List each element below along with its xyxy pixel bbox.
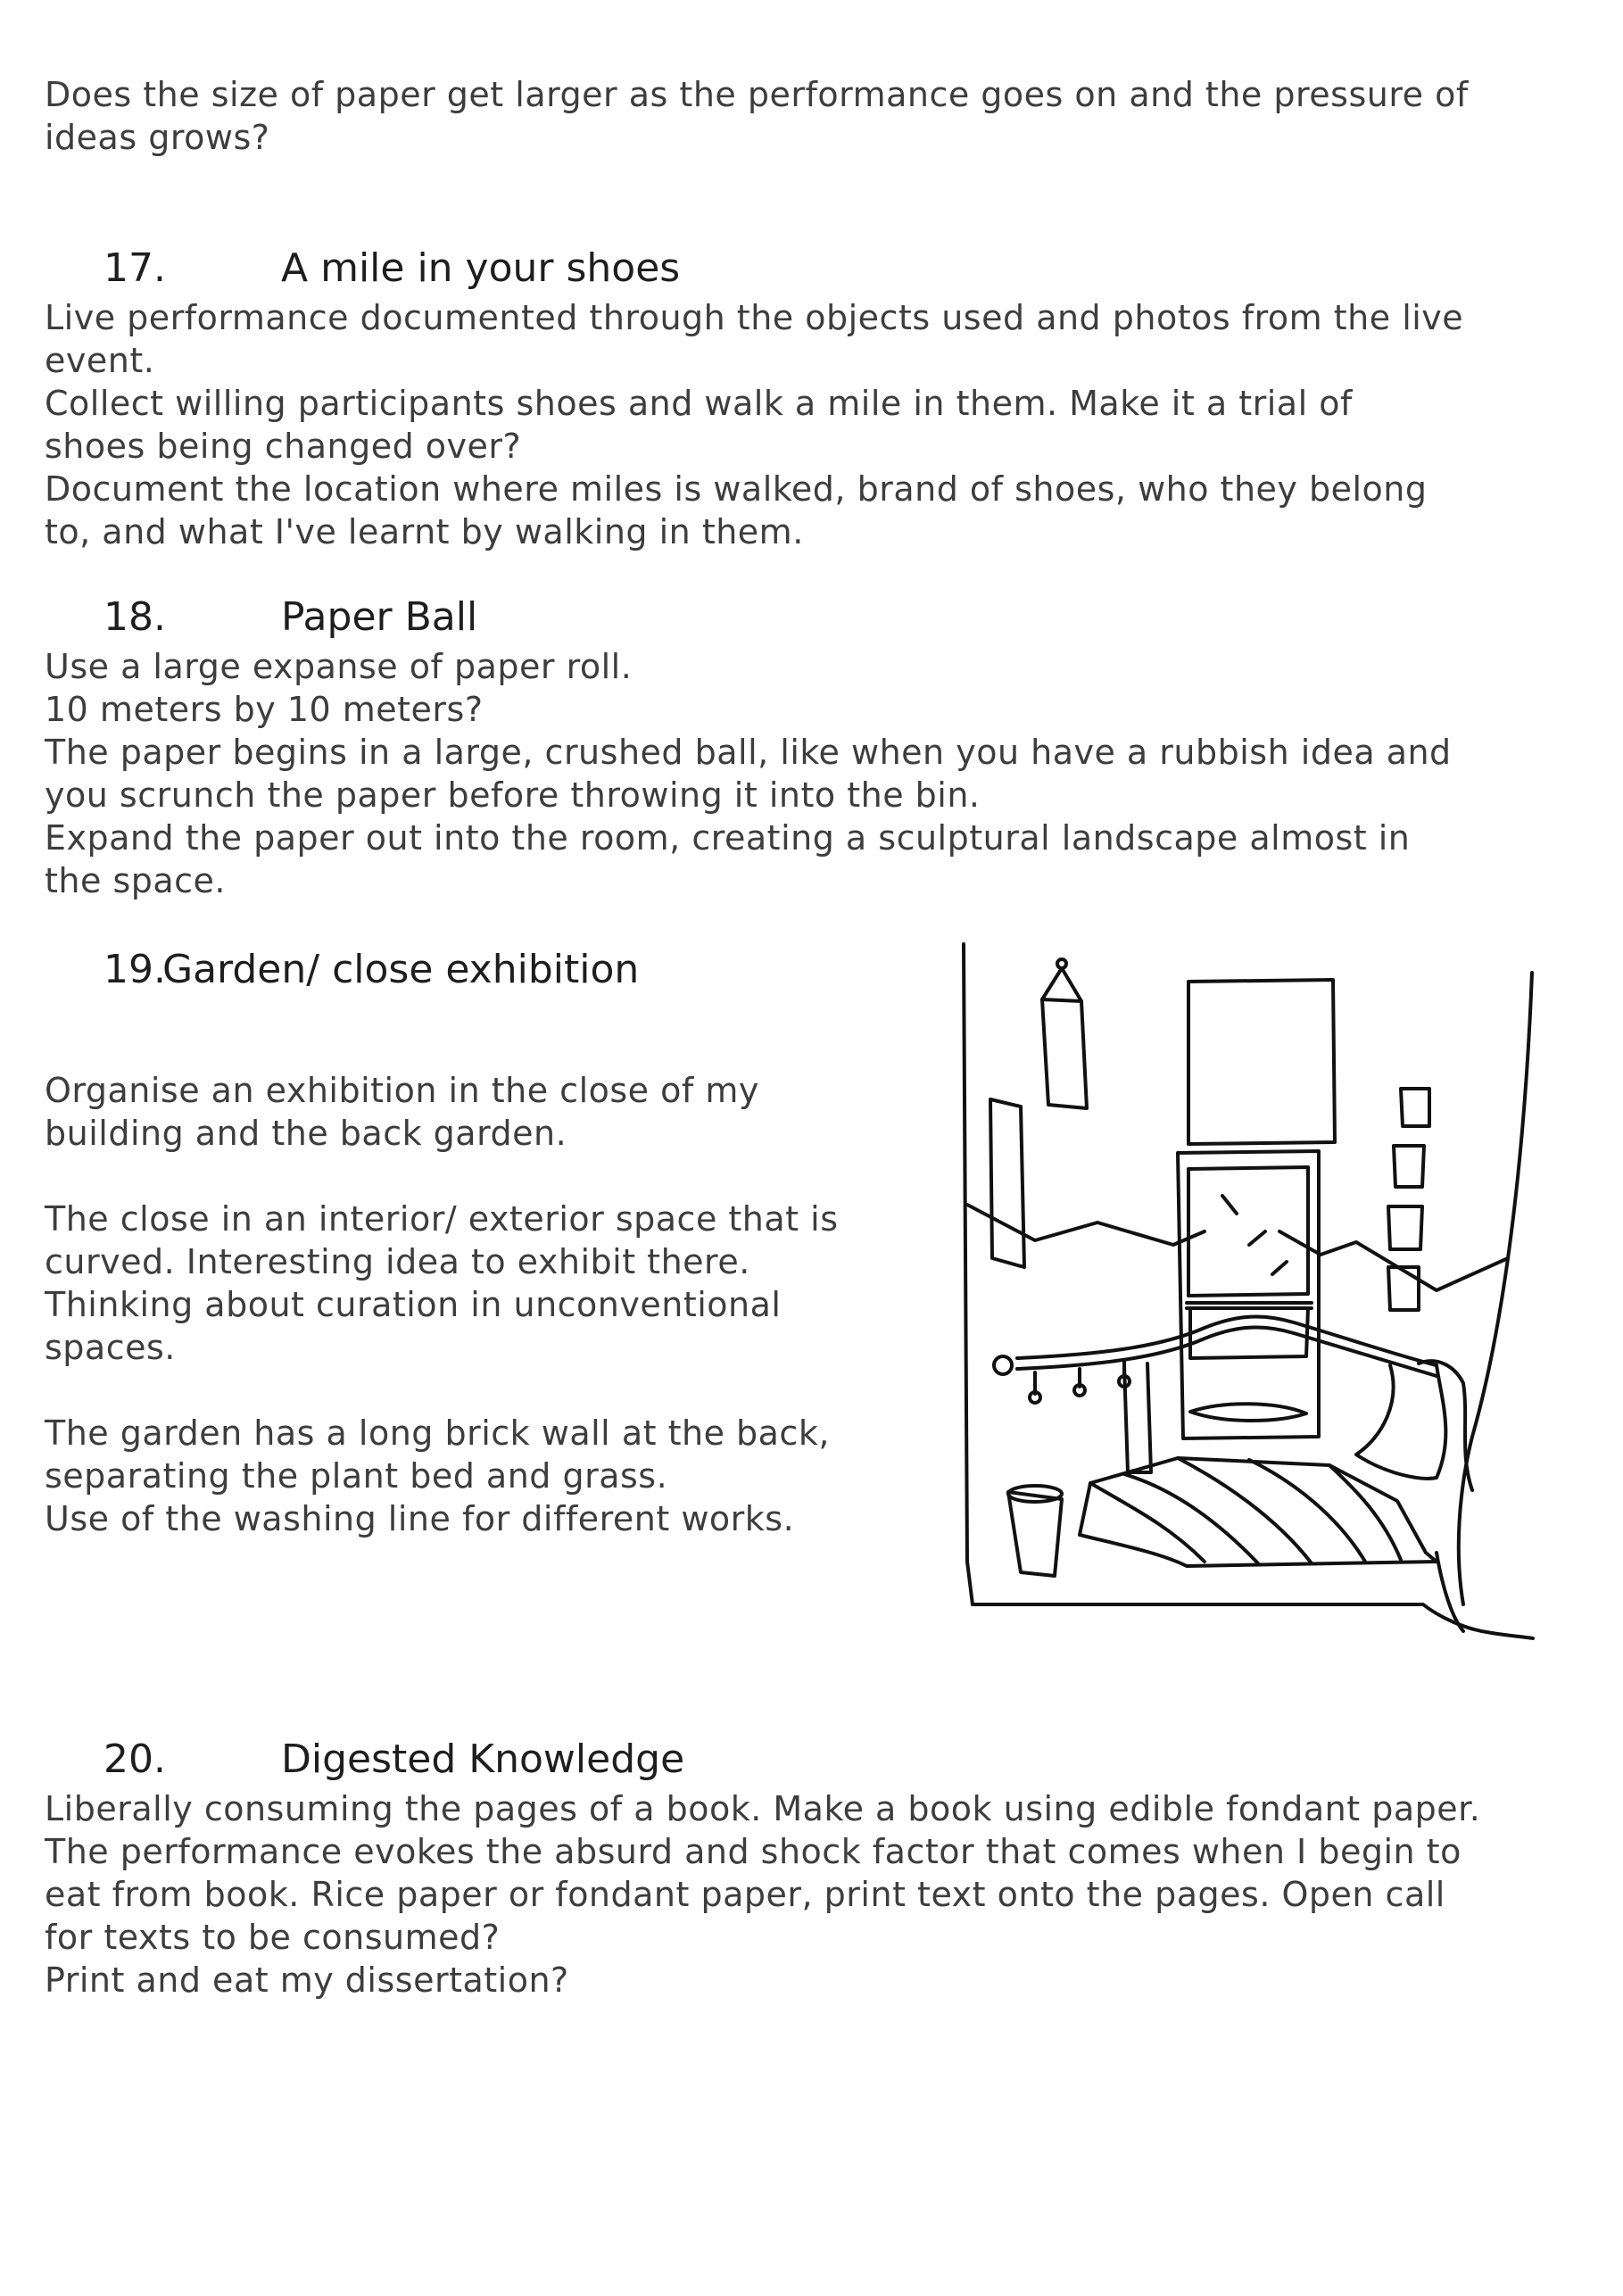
section-18-heading	[45, 593, 1561, 642]
sketch-frame-tall	[990, 1099, 1024, 1267]
section-19-paragraph-1: Organise an exhibition in the close of my building and the back garden.	[45, 1071, 759, 1153]
sketch-frame	[964, 944, 973, 1604]
sketch-pin-icon	[1057, 959, 1066, 968]
section-19-paragraph-3: The garden has a long brick wall at the back, separating the plant bed and grass. Use of the washing line for different works.	[45, 1413, 830, 1538]
close-stairwell-drawing-icon	[937, 937, 1544, 1687]
section-19-title: Garden/ close exhibition	[162, 947, 640, 992]
sketch-floor	[973, 1604, 1533, 1638]
section-17-title: A mile in your shoes	[281, 245, 681, 291]
section-17-number: 17.	[104, 245, 166, 291]
section-19-paragraph-2: The close in an interior/ exterior space that is curved. Interesting idea to exhibit there. Thinking about curation in unconventional spaces.	[45, 1199, 839, 1367]
section-17-body: Live performance documented through the objects used and photos from the live event. Collect willing participants shoes and walk a mile in them. Make it a trial of shoes being changed over? Document the location where miles is walked, brand of shoes, who they belong to, and what I've learnt by walking in them.	[45, 298, 1464, 551]
sketch-dado-line	[967, 1205, 1205, 1245]
intro-block	[45, 73, 1561, 159]
section-17	[45, 245, 1561, 553]
sketch-frame-pin	[1042, 968, 1081, 1001]
section-18-number: 18.	[104, 594, 166, 640]
intro-paragraph: Does the size of paper get larger as the performance goes on and the pressure of ideas grows?	[45, 75, 1469, 157]
section-19-heading	[45, 946, 919, 994]
section-18-body: Use a large expanse of paper roll. 10 meters by 10 meters? The paper begins in a large, crushed ball, like when you have a rubbish idea and you scrunch the paper before throwing it into the bin. Expand the paper out into the room, creating a sculptural landscape almost in the space.	[45, 647, 1452, 900]
sketch-dado-line-right	[1279, 1231, 1508, 1290]
section-19-number: 19.	[104, 947, 166, 992]
section-18-title: Paper Ball	[281, 594, 478, 640]
section-17-heading	[45, 245, 1561, 293]
sketch-hanging-cloth	[1356, 1365, 1445, 1479]
sketch-square-1	[1401, 1089, 1429, 1126]
section-20-title: Digested Knowledge	[281, 1737, 685, 1782]
sketch-big-frame	[1188, 980, 1335, 1144]
sketch-square-2	[1394, 1146, 1424, 1187]
sketch-door-window	[1188, 1167, 1308, 1296]
sketch-bucket	[1008, 1492, 1062, 1576]
section-20-number: 20.	[104, 1737, 166, 1782]
section-20	[45, 1736, 1561, 2002]
section-20-heading	[45, 1736, 1561, 1784]
section-19	[45, 946, 919, 1540]
section-20-body: Liberally consuming the pages of a book. Make a book using edible fondant paper. The performance evokes the absurd and shock factor that comes when I begin to eat from book. Rice paper or fondant paper, print text onto the pages. Open call for texts to be consumed? Print and eat my dissertation?	[45, 1789, 1481, 2000]
section-18	[45, 593, 1561, 902]
sketch-step	[1190, 1404, 1306, 1421]
sketch-square-4	[1388, 1267, 1419, 1310]
sketch-right-wall	[1459, 973, 1532, 1604]
sketch-hanging-frame-left	[1042, 999, 1087, 1108]
sketch-square-3	[1388, 1206, 1422, 1249]
